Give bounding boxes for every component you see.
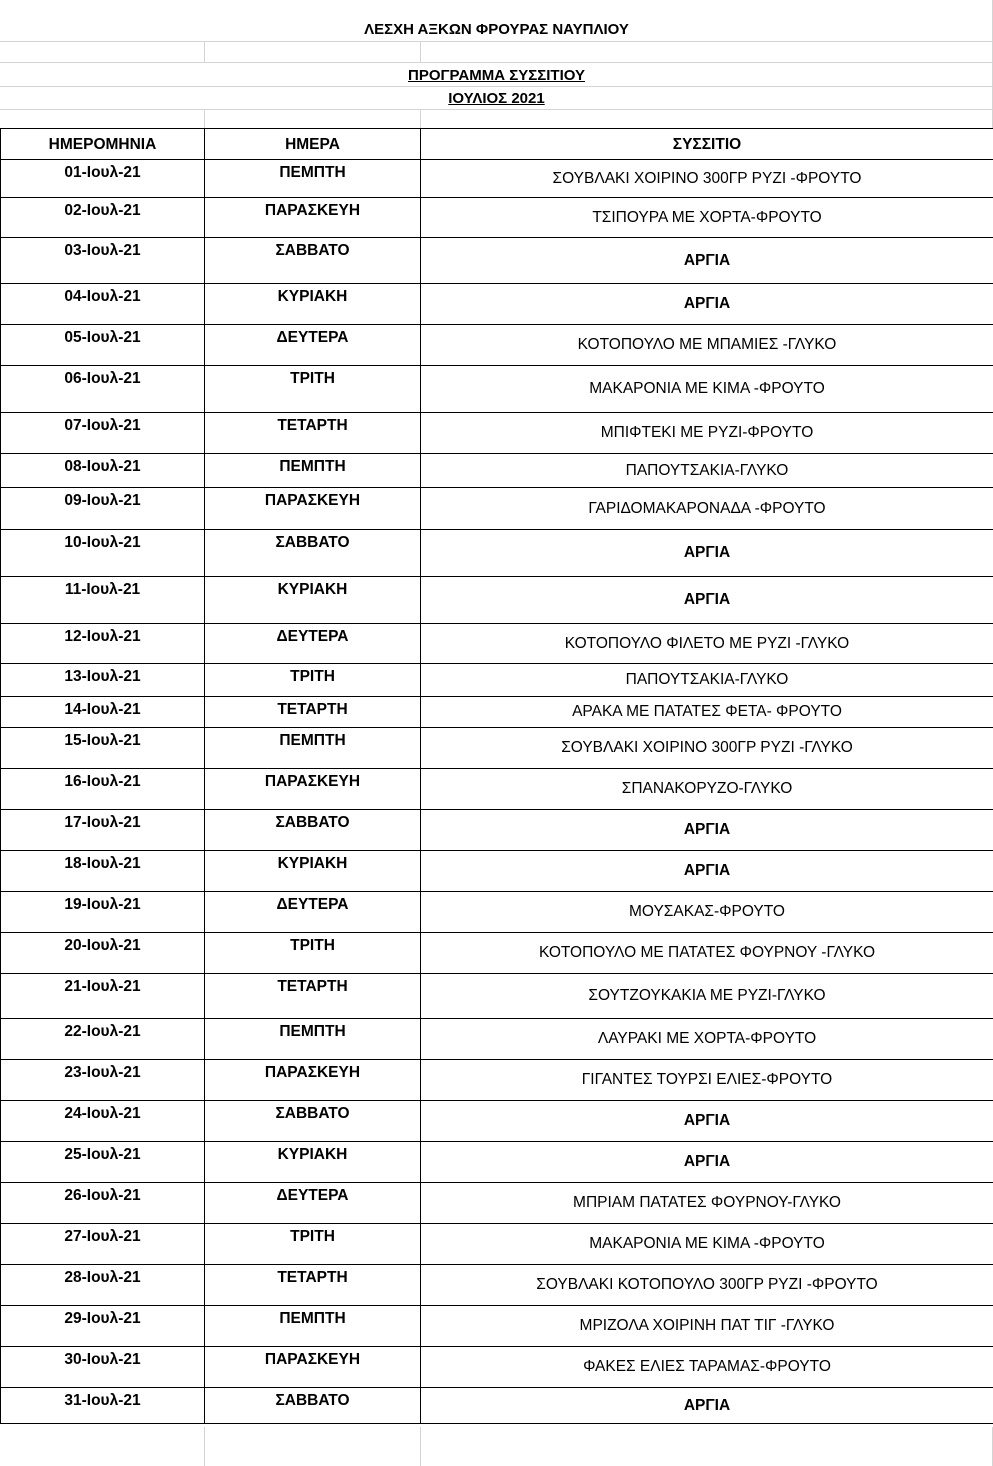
- meal-cell: ΚΟΤΟΠΟΥΛΟ ΜΕ ΠΑΤΑΤΕΣ ΦΟΥΡΝΟΥ -ΓΛΥΚΟ: [421, 933, 993, 974]
- table-row: [1, 974, 993, 1019]
- date-cell: 09-Ιουλ-21: [1, 488, 205, 530]
- meal-cell: ΤΣΙΠΟΥΡΑ ΜΕ ΧΟΡΤΑ-ΦΡΟΥΤΟ: [421, 198, 993, 238]
- meal-cell: ΑΡΓΙΑ: [421, 851, 993, 892]
- table-row: [1, 1306, 993, 1347]
- date-cell: 20-Ιουλ-21: [1, 933, 205, 974]
- date-cell: 29-Ιουλ-21: [1, 1306, 205, 1347]
- day-cell: ΠΑΡΑΣΚΕΥΗ: [205, 1347, 421, 1388]
- day-cell: ΠΕΜΠΤΗ: [205, 1306, 421, 1347]
- gridline: [0, 86, 993, 87]
- day-cell: ΣΑΒΒΑΤΟ: [205, 810, 421, 851]
- day-cell: ΤΡΙΤΗ: [205, 664, 421, 697]
- meal-cell: ΜΡΙΖΟΛΑ ΧΟΙΡΙΝΗ ΠΑΤ ΤΙΓ -ΓΛΥΚΟ: [421, 1306, 993, 1347]
- meal-cell: ΑΡΓΙΑ: [421, 1388, 993, 1424]
- table-row: [1, 488, 993, 530]
- meal-cell: ΜΑΚΑΡΟΝΙΑ ΜΕ ΚΙΜΑ -ΦΡΟΥΤΟ: [421, 366, 993, 413]
- table-row: [1, 1019, 993, 1060]
- meal-cell: ΣΟΥΒΛΑΚΙ ΚΟΤΟΠΟΥΛΟ 300ΓΡ ΡΥΖΙ -ΦΡΟΥΤΟ: [421, 1265, 993, 1306]
- gridline: [0, 41, 993, 42]
- day-cell: ΚΥΡΙΑΚΗ: [205, 284, 421, 325]
- table-row: [1, 1347, 993, 1388]
- gridline: [420, 110, 421, 128]
- gridline: [420, 42, 421, 62]
- day-cell: ΤΡΙΤΗ: [205, 366, 421, 413]
- meal-cell: ΣΟΥΒΛΑΚΙ ΧΟΙΡΙΝΟ 300ΓΡ ΡΥΖΙ -ΓΛΥΚΟ: [421, 728, 993, 769]
- day-cell: ΔΕΥΤΕΡΑ: [205, 1183, 421, 1224]
- day-cell: ΠΑΡΑΣΚΕΥΗ: [205, 769, 421, 810]
- table-row: [1, 664, 993, 697]
- table-row: [1, 810, 993, 851]
- day-cell: ΠΕΜΠΤΗ: [205, 728, 421, 769]
- date-cell: 30-Ιουλ-21: [1, 1347, 205, 1388]
- meal-cell: ΑΡΓΙΑ: [421, 810, 993, 851]
- meal-cell: ΜΠΡΙΑΜ ΠΑΤΑΤΕΣ ΦΟΥΡΝΟΥ-ΓΛΥΚΟ: [421, 1183, 993, 1224]
- table-row: [1, 1265, 993, 1306]
- table-row: [1, 697, 993, 728]
- date-cell: 06-Ιουλ-21: [1, 366, 205, 413]
- day-cell: ΔΕΥΤΕΡΑ: [205, 624, 421, 664]
- table-row: [1, 325, 993, 366]
- day-cell: ΣΑΒΒΑΤΟ: [205, 238, 421, 284]
- day-cell: ΤΕΤΑΡΤΗ: [205, 1265, 421, 1306]
- day-cell: ΠΕΜΠΤΗ: [205, 160, 421, 198]
- date-cell: 24-Ιουλ-21: [1, 1101, 205, 1142]
- date-cell: 22-Ιουλ-21: [1, 1019, 205, 1060]
- program-title: ΠΡΟΓΡΑΜΜΑ ΣΥΣΣΙΤΙΟΥ: [408, 67, 585, 84]
- meal-cell: ΠΑΠΟΥΤΣΑΚΙΑ-ΓΛΥΚΟ: [421, 664, 993, 697]
- table-row: [1, 454, 993, 488]
- meal-cell: ΚΟΤΟΠΟΥΛΟ ΜΕ ΜΠΑΜΙΕΣ -ΓΛΥΚΟ: [421, 325, 993, 366]
- meal-cell: ΣΟΥΒΛΑΚΙ ΧΟΙΡΙΝΟ 300ΓΡ ΡΥΖΙ -ΦΡΟΥΤΟ: [421, 160, 993, 198]
- day-cell: ΤΡΙΤΗ: [205, 1224, 421, 1265]
- table-row: [1, 728, 993, 769]
- date-cell: 31-Ιουλ-21: [1, 1388, 205, 1424]
- gridline: [204, 110, 205, 128]
- club-name-title: ΛΕΣΧΗ ΑΞΚΩΝ ΦΡΟΥΡΑΣ ΝΑΥΠΛΙΟΥ: [364, 21, 629, 38]
- table-row: [1, 1101, 993, 1142]
- day-cell: ΣΑΒΒΑΤΟ: [205, 1101, 421, 1142]
- date-cell: 02-Ιουλ-21: [1, 198, 205, 238]
- meal-cell: ΑΡΓΙΑ: [421, 238, 993, 284]
- table-header-row: [1, 129, 993, 160]
- table-row: [1, 1142, 993, 1183]
- gridline: [0, 109, 993, 110]
- day-cell: ΠΑΡΑΣΚΕΥΗ: [205, 1060, 421, 1101]
- meal-cell: ΣΠΑΝΑΚΟΡΥΖΟ-ΓΛΥΚΟ: [421, 769, 993, 810]
- gridline: [204, 42, 205, 62]
- table-row: [1, 238, 993, 284]
- day-cell: ΤΕΤΑΡΤΗ: [205, 974, 421, 1019]
- day-cell: ΚΥΡΙΑΚΗ: [205, 577, 421, 624]
- meal-cell: ΣΟΥΤΖΟΥΚΑΚΙΑ ΜΕ ΡΥΖΙ-ΓΛΥΚΟ: [421, 974, 993, 1019]
- meal-cell: ΜΠΙΦΤΕΚΙ ΜΕ ΡΥΖΙ-ΦΡΟΥΤΟ: [421, 413, 993, 454]
- day-cell: ΔΕΥΤΕΡΑ: [205, 325, 421, 366]
- day-cell: ΤΡΙΤΗ: [205, 933, 421, 974]
- date-cell: 12-Ιουλ-21: [1, 624, 205, 664]
- month-title: ΙΟΥΛΙΟΣ 2021: [448, 90, 545, 107]
- date-cell: 26-Ιουλ-21: [1, 1183, 205, 1224]
- date-cell: 16-Ιουλ-21: [1, 769, 205, 810]
- table-row: [1, 1224, 993, 1265]
- date-cell: 11-Ιουλ-21: [1, 577, 205, 624]
- column-header-meal: ΣΥΣΣΙΤΙΟ: [421, 129, 993, 160]
- table-row: [1, 1183, 993, 1224]
- meal-cell: ΑΡΓΙΑ: [421, 284, 993, 325]
- gridline: [0, 62, 993, 63]
- meal-cell: ΓΙΓΑΝΤΕΣ ΤΟΥΡΣΙ ΕΛΙΕΣ-ΦΡΟΥΤΟ: [421, 1060, 993, 1101]
- column-header-date: ΗΜΕΡΟΜΗΝΙΑ: [1, 129, 205, 160]
- meal-cell: ΜΑΚΑΡΟΝΙΑ ΜΕ ΚΙΜΑ -ΦΡΟΥΤΟ: [421, 1224, 993, 1265]
- meal-cell: ΦΑΚΕΣ ΕΛΙΕΣ ΤΑΡΑΜΑΣ-ΦΡΟΥΤΟ: [421, 1347, 993, 1388]
- date-cell: 17-Ιουλ-21: [1, 810, 205, 851]
- day-cell: ΤΕΤΑΡΤΗ: [205, 413, 421, 454]
- date-cell: 15-Ιουλ-21: [1, 728, 205, 769]
- gridline: [420, 1427, 421, 1466]
- table-row: [1, 366, 993, 413]
- meal-cell: ΑΡΓΙΑ: [421, 1101, 993, 1142]
- table-row: [1, 284, 993, 325]
- meal-cell: ΑΡΓΙΑ: [421, 577, 993, 624]
- date-cell: 01-Ιουλ-21: [1, 160, 205, 198]
- table-row: [1, 530, 993, 577]
- date-cell: 03-Ιουλ-21: [1, 238, 205, 284]
- date-cell: 10-Ιουλ-21: [1, 530, 205, 577]
- day-cell: ΣΑΒΒΑΤΟ: [205, 530, 421, 577]
- table-row: [1, 624, 993, 664]
- day-cell: ΠΑΡΑΣΚΕΥΗ: [205, 198, 421, 238]
- meal-cell: ΠΑΠΟΥΤΣΑΚΙΑ-ΓΛΥΚΟ: [421, 454, 993, 488]
- date-cell: 08-Ιουλ-21: [1, 454, 205, 488]
- meal-schedule-table: [0, 128, 993, 1424]
- date-cell: 18-Ιουλ-21: [1, 851, 205, 892]
- meal-cell: ΑΡΓΙΑ: [421, 1142, 993, 1183]
- meal-cell: ΑΡΑΚΑ ΜΕ ΠΑΤΑΤΕΣ ΦΕΤΑ- ΦΡΟΥΤΟ: [421, 697, 993, 728]
- meal-cell: ΑΡΓΙΑ: [421, 530, 993, 577]
- date-cell: 23-Ιουλ-21: [1, 1060, 205, 1101]
- day-cell: ΚΥΡΙΑΚΗ: [205, 1142, 421, 1183]
- table-row: [1, 769, 993, 810]
- table-row: [1, 851, 993, 892]
- meal-cell: ΜΟΥΣΑΚΑΣ-ΦΡΟΥΤΟ: [421, 892, 993, 933]
- day-cell: ΚΥΡΙΑΚΗ: [205, 851, 421, 892]
- column-header-day: ΗΜΕΡΑ: [205, 129, 421, 160]
- table-row: [1, 1388, 993, 1424]
- gridline: [204, 1427, 205, 1466]
- date-cell: 04-Ιουλ-21: [1, 284, 205, 325]
- day-cell: ΣΑΒΒΑΤΟ: [205, 1388, 421, 1424]
- date-cell: 28-Ιουλ-21: [1, 1265, 205, 1306]
- date-cell: 19-Ιουλ-21: [1, 892, 205, 933]
- date-cell: 25-Ιουλ-21: [1, 1142, 205, 1183]
- table-row: [1, 577, 993, 624]
- meal-cell: ΓΑΡΙΔΟΜΑΚΑΡΟΝΑΔΑ -ΦΡΟΥΤΟ: [421, 488, 993, 530]
- day-cell: ΠΑΡΑΣΚΕΥΗ: [205, 488, 421, 530]
- table-row: [1, 160, 993, 198]
- day-cell: ΠΕΜΠΤΗ: [205, 454, 421, 488]
- table-row: [1, 892, 993, 933]
- table-row: [1, 198, 993, 238]
- date-cell: 21-Ιουλ-21: [1, 974, 205, 1019]
- table-row: [1, 413, 993, 454]
- date-cell: 05-Ιουλ-21: [1, 325, 205, 366]
- date-cell: 27-Ιουλ-21: [1, 1224, 205, 1265]
- date-cell: 13-Ιουλ-21: [1, 664, 205, 697]
- meal-cell: ΚΟΤΟΠΟΥΛΟ ΦΙΛΕΤΟ ΜΕ ΡΥΖΙ -ΓΛΥΚΟ: [421, 624, 993, 664]
- date-cell: 07-Ιουλ-21: [1, 413, 205, 454]
- date-cell: 14-Ιουλ-21: [1, 697, 205, 728]
- day-cell: ΠΕΜΠΤΗ: [205, 1019, 421, 1060]
- meal-cell: ΛΑΥΡΑΚΙ ΜΕ ΧΟΡΤΑ-ΦΡΟΥΤΟ: [421, 1019, 993, 1060]
- table-row: [1, 933, 993, 974]
- day-cell: ΤΕΤΑΡΤΗ: [205, 697, 421, 728]
- table-row: [1, 1060, 993, 1101]
- day-cell: ΔΕΥΤΕΡΑ: [205, 892, 421, 933]
